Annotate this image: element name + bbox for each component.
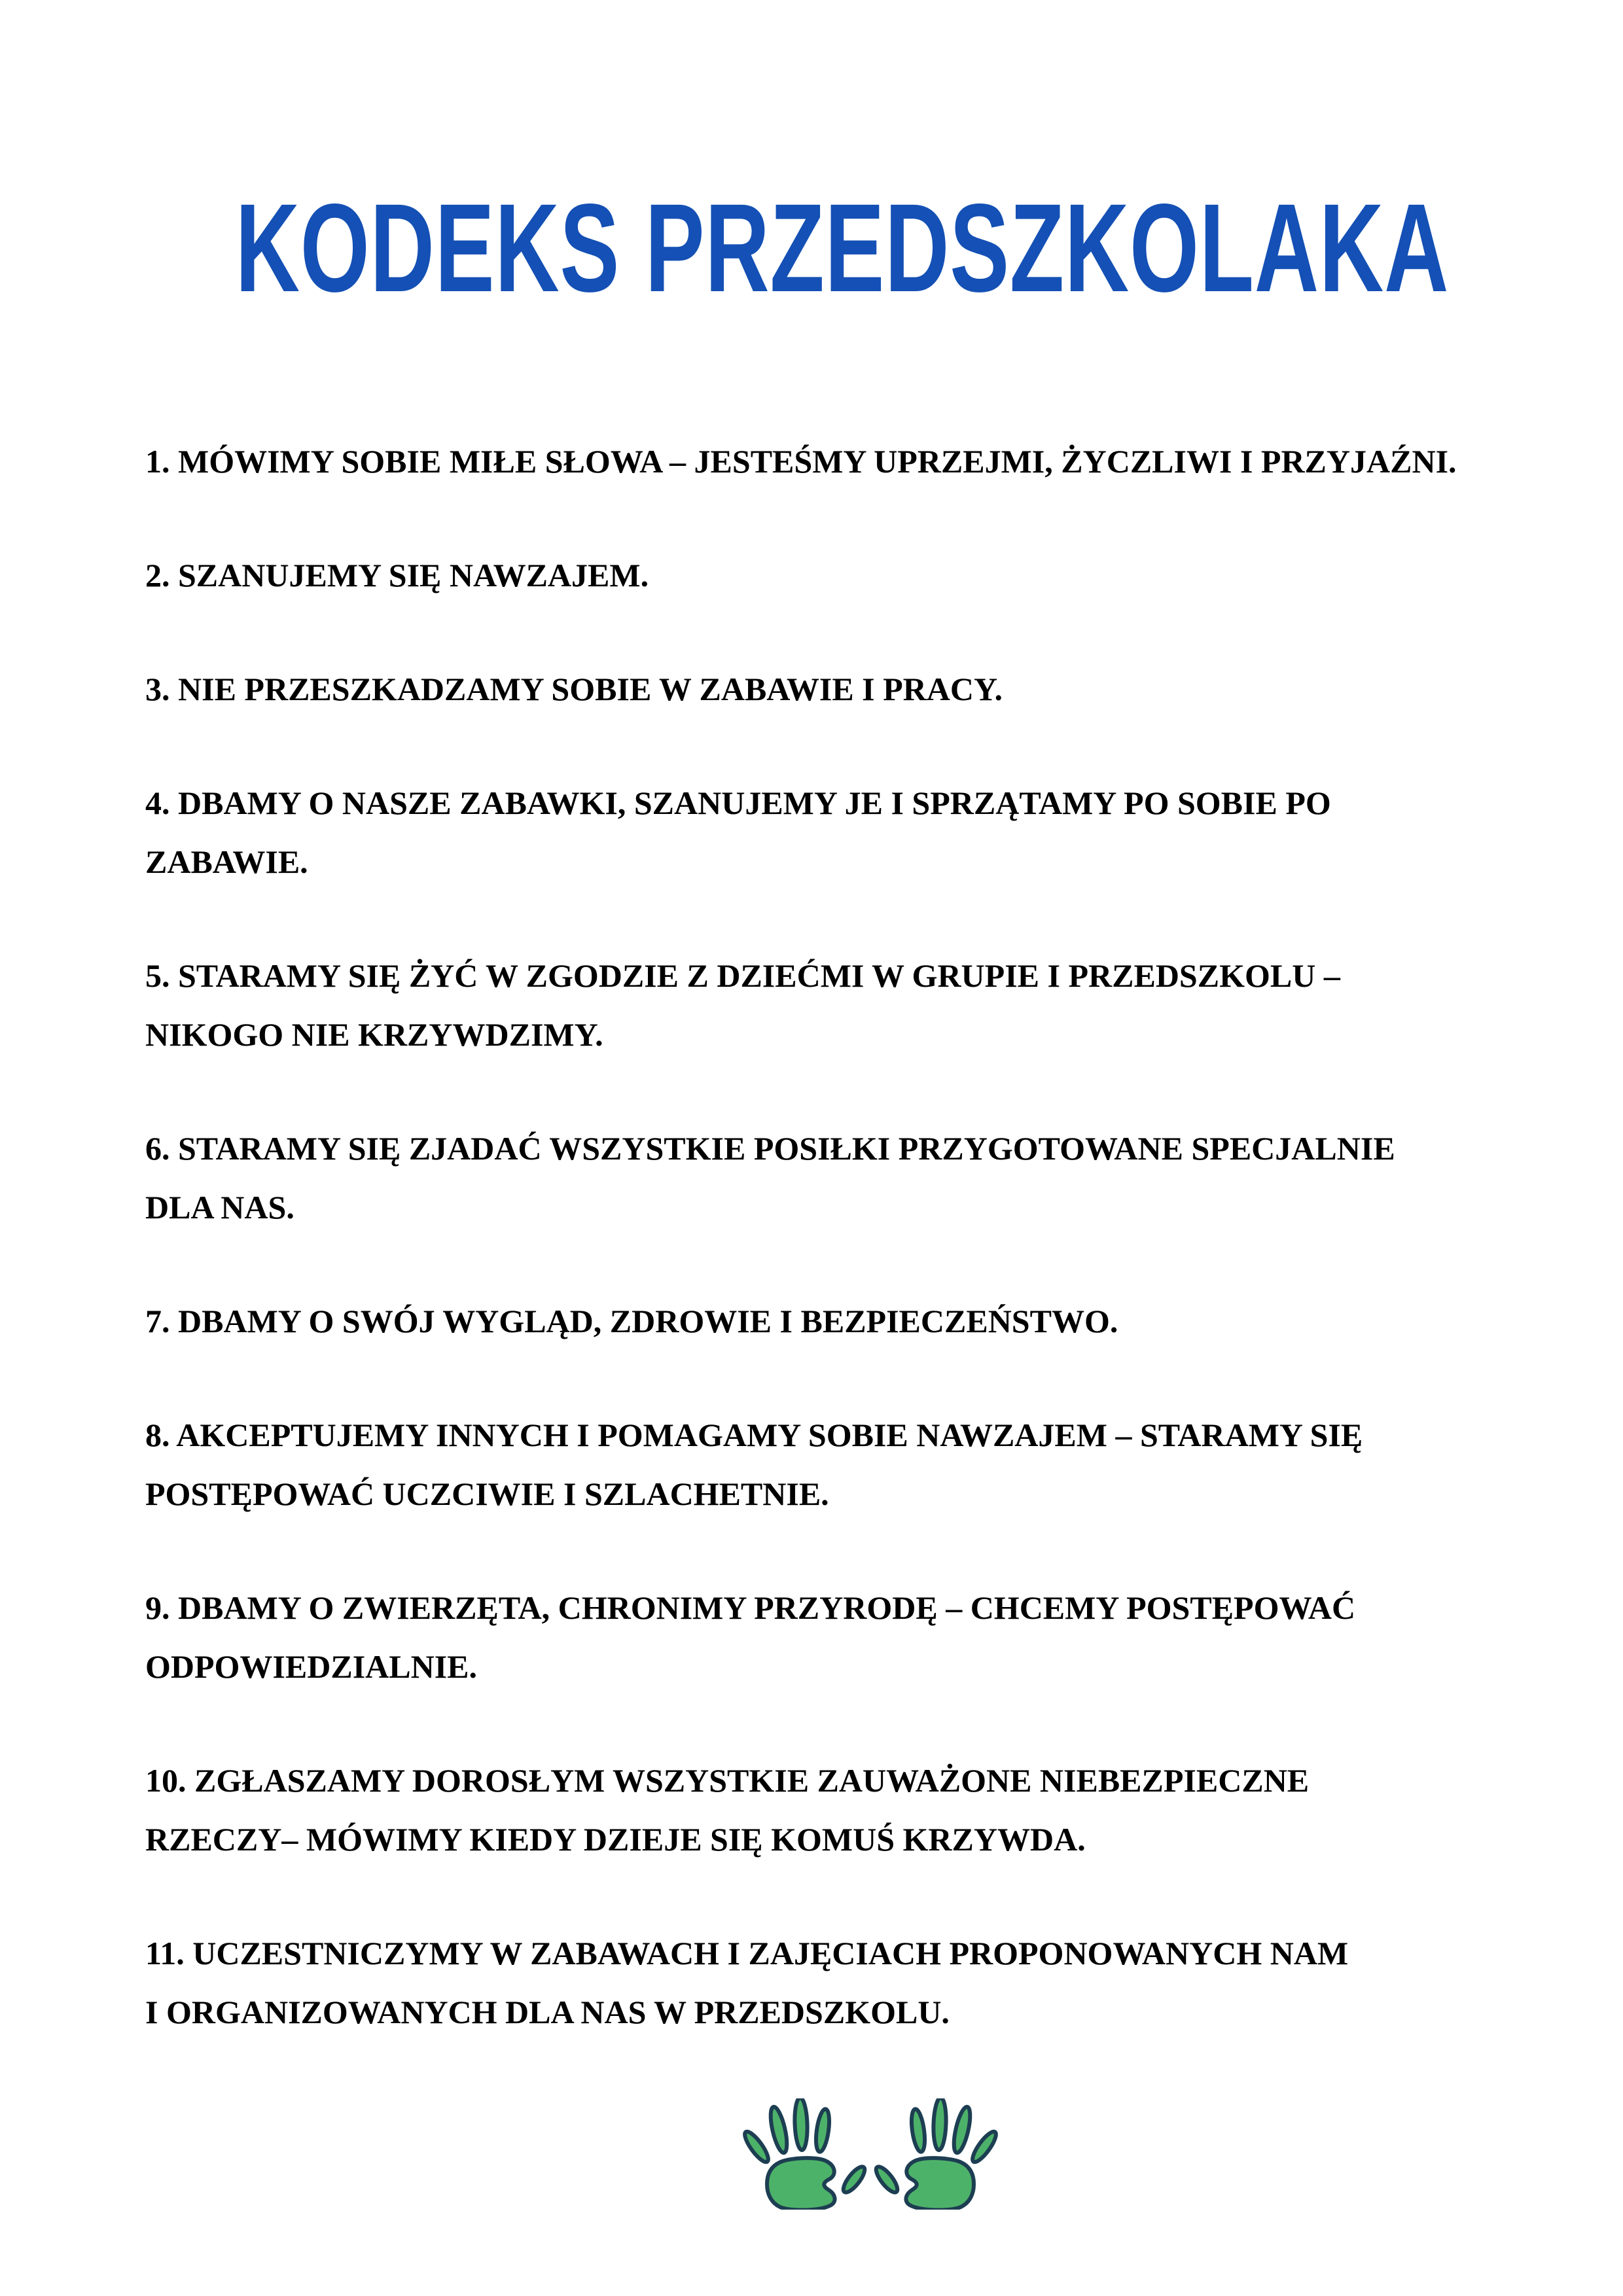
rule-item: 11. UCZESTNICZYMY W ZABAWACH I ZAJĘCIACH PROPONOWANYCH NAM I ORGANIZOWANYCH DLA NAS W PRZEDSZKOLU. bbox=[145, 1935, 1349, 2030]
handprint-right-icon bbox=[873, 2098, 998, 2210]
rule-item: 5. STARAMY SIĘ ŻYĆ W ZGODZIE Z DZIEĆMI W GRUPIE I PRZEDSZKOLU – NIKOGO NIE KRZYWDZIMY. bbox=[145, 957, 1340, 1053]
rule-item: 3. NIE PRZESZKADZAMY SOBIE W ZABAWIE I PRACY. bbox=[145, 671, 1003, 707]
rule-item: 2. SZANUJEMY SIĘ NAWZAJEM. bbox=[145, 557, 649, 593]
handprints-svg bbox=[743, 2098, 998, 2210]
page-title: KODEKS PRZEDSZKOLAKA bbox=[235, 177, 1450, 318]
rule-item: 7. DBAMY O SWÓJ WYGLĄD, ZDROWIE I BEZPIECZEŃSTWO. bbox=[145, 1303, 1118, 1339]
rule-item: 4. DBAMY O NASZE ZABAWKI, SZANUJEMY JE I SPRZĄTAMY PO SOBIE PO ZABAWIE. bbox=[145, 785, 1331, 880]
handprint-left-icon bbox=[743, 2098, 868, 2210]
rule-item: 10. ZGŁASZAMY DOROSŁYM WSZYSTKIE ZAUWAŻONE NIEBEZPIECZNE RZECZY– MÓWIMY KIEDY DZIEJE SIĘ KOMUŚ KRZYWDA. bbox=[145, 1762, 1310, 1858]
rule-item: 1. MÓWIMY SOBIE MIŁE SŁOWA – JESTEŚMY UPRZEJMI, ŻYCZLIWI I PRZYJAŹNI. bbox=[145, 443, 1457, 480]
handprints-art bbox=[743, 2098, 998, 2210]
rules-list bbox=[145, 432, 1480, 2096]
rule-item: 9. DBAMY O ZWIERZĘTA, CHRONIMY PRZYRODĘ – CHCEMY POSTĘPOWAĆ ODPOWIEDZIALNIE. bbox=[145, 1589, 1356, 1685]
rule-item: 6. STARAMY SIĘ ZJADAĆ WSZYSTKIE POSIŁKI PRZYGOTOWANE SPECJALNIE DLA NAS. bbox=[145, 1130, 1395, 1226]
rule-item: 8. AKCEPTUJEMY INNYCH I POMAGAMY SOBIE NAWZAJEM – STARAMY SIĘ POSTĘPOWAĆ UCZCIWIE I SZLACHETNIE. bbox=[145, 1417, 1363, 1512]
